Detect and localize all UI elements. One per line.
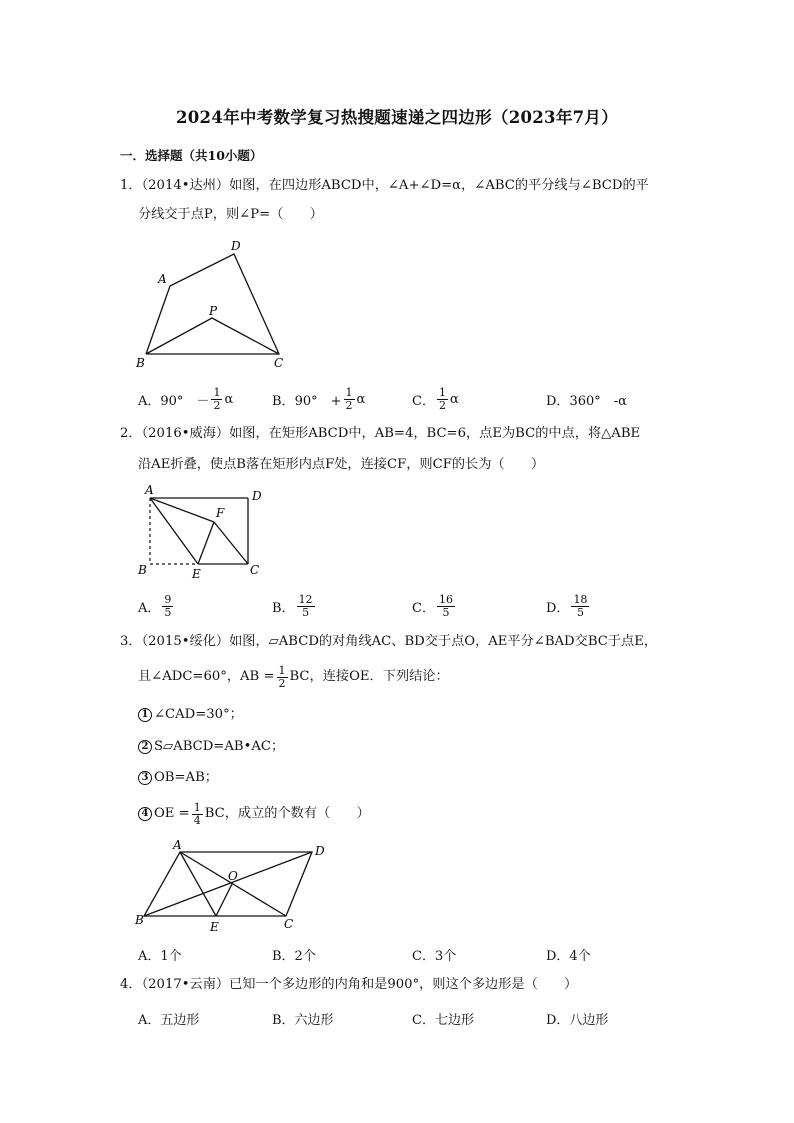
q1-option-a-fraction bbox=[211, 387, 222, 412]
q3-text-line2 bbox=[138, 662, 449, 692]
q1-options bbox=[138, 384, 698, 414]
q3-conclusion-2 bbox=[138, 737, 284, 757]
fraction-numerator: 18 bbox=[573, 592, 588, 606]
section-heading: 一．选择题（共10小题） bbox=[120, 148, 263, 163]
fraction-denominator: 2 bbox=[345, 398, 353, 412]
q1-option-c[interactable] bbox=[412, 384, 459, 414]
fraction-denominator: 4 bbox=[193, 813, 201, 827]
q3-option-a[interactable]: A．1个 bbox=[138, 948, 182, 964]
q3-conclusion-4 bbox=[138, 799, 370, 829]
fraction-numerator: 1 bbox=[193, 800, 201, 814]
fraction-numerator: 12 bbox=[298, 592, 313, 606]
q4-options bbox=[138, 1003, 698, 1033]
q2-option-d[interactable] bbox=[546, 591, 591, 621]
circled-number-3: 3 bbox=[138, 771, 152, 785]
q1-label-d: D bbox=[231, 239, 241, 253]
q1-text-line1: 1．（2014•达州）如图，在四边形ABCD中，∠A+∠D=α，∠ABC的平分线与∠BCD的平 bbox=[120, 178, 649, 193]
q3-options bbox=[138, 939, 698, 969]
fraction-numerator: 1 bbox=[438, 385, 446, 399]
fraction-denominator: 2 bbox=[213, 398, 221, 412]
fraction-denominator: 2 bbox=[278, 676, 286, 690]
q1-option-c-letter: C． bbox=[412, 393, 435, 409]
q1-option-a-letter: A． bbox=[138, 393, 161, 409]
q3-text-line1: 3．（2015•绥化）如图，▱ABCD的对角线AC、BD交于点O，AE平分∠BAD交BC于点E， bbox=[120, 634, 658, 649]
q3-label-c: C bbox=[284, 917, 294, 931]
circled-number-1: 1 bbox=[138, 708, 152, 722]
q2-label-f: F bbox=[216, 506, 225, 520]
fraction-numerator: 9 bbox=[164, 592, 172, 606]
fraction-denominator: 2 bbox=[438, 398, 446, 412]
q2-option-a-letter: A． bbox=[138, 600, 161, 616]
circled-number-4: 4 bbox=[138, 807, 152, 821]
q4-text-line1: 4．（2017•云南）已知一个多边形的内角和是900°，则这个多边形是（ ） bbox=[120, 977, 578, 992]
q1-option-b-letter: B． bbox=[272, 393, 295, 409]
q2-text-line2: 沿AE折叠，使点B落在矩形内点F处，连接CF，则CF的长为（ ） bbox=[138, 457, 545, 472]
q2-label-b: B bbox=[138, 563, 147, 577]
q3-line2-pre: 且∠ADC=60°，AB = bbox=[138, 669, 275, 684]
q3-diagonal-ac bbox=[180, 852, 286, 916]
q3-conclusion-1-text: ∠CAD=30°； bbox=[154, 707, 243, 722]
q1-option-d-letter: D． bbox=[546, 393, 570, 409]
q3-option-c[interactable]: C．3个 bbox=[412, 948, 457, 964]
page-title: 2024年中考数学复习热搜题速递之四边形（2023年7月） bbox=[175, 108, 619, 127]
q2-option-c-fraction bbox=[437, 594, 455, 619]
q1-label-b: B bbox=[136, 356, 145, 370]
q4-option-b[interactable]: B．六边形 bbox=[272, 1012, 334, 1028]
fraction-numerator: 1 bbox=[278, 663, 286, 677]
circled-number-2: 2 bbox=[138, 740, 152, 754]
q2-option-b-letter: B． bbox=[272, 600, 295, 616]
fraction-numerator: 1 bbox=[213, 385, 221, 399]
q1-label-p: P bbox=[209, 304, 218, 318]
q2-option-c[interactable] bbox=[412, 591, 457, 621]
fraction-numerator: 16 bbox=[438, 592, 453, 606]
q2-label-c: C bbox=[250, 563, 260, 577]
q2-options bbox=[138, 591, 698, 621]
q2-option-d-letter: D． bbox=[546, 600, 570, 616]
q3-conclusion-2-text: S▱ABCD=AB•AC； bbox=[154, 739, 285, 754]
q3-label-b: B bbox=[135, 913, 144, 927]
q3-figure bbox=[132, 838, 342, 938]
q2-label-e: E bbox=[192, 567, 201, 581]
q2-line-fe bbox=[198, 522, 214, 564]
q2-line-fc bbox=[214, 522, 248, 564]
fraction-numerator: 1 bbox=[345, 385, 353, 399]
fraction-denominator: 5 bbox=[576, 605, 584, 619]
q1-figure bbox=[132, 236, 292, 371]
q1-option-d[interactable] bbox=[546, 384, 627, 414]
q2-option-a-fraction bbox=[162, 594, 173, 619]
q2-figure bbox=[134, 484, 274, 582]
q1-option-c-post: α bbox=[449, 391, 459, 407]
q1-text-line2: 分线交于点P，则∠P=（ ） bbox=[138, 207, 323, 222]
q2-option-b[interactable] bbox=[272, 591, 317, 621]
q3-label-e: E bbox=[210, 920, 219, 934]
q1-option-c-fraction bbox=[437, 387, 448, 412]
q1-option-d-text: 360° -α bbox=[569, 393, 627, 409]
q3-option-d[interactable]: D．4个 bbox=[546, 948, 591, 964]
fraction-denominator: 5 bbox=[302, 605, 310, 619]
q2-label-a: A bbox=[145, 484, 154, 497]
q1-option-a[interactable] bbox=[138, 384, 233, 414]
q2-text-line1: 2．（2016•威海）如图，在矩形ABCD中，AB=4，BC=6，点E为BC的中点，将△ABE bbox=[120, 426, 641, 441]
q3-label-d: D bbox=[315, 844, 325, 858]
q3-conclusion-3-text: OB=AB； bbox=[154, 770, 218, 785]
q3-conclusion-4-pre: OE = bbox=[154, 806, 190, 821]
q1-label-a: A bbox=[158, 272, 167, 286]
q2-option-b-fraction bbox=[297, 594, 315, 619]
q2-label-d: D bbox=[252, 489, 262, 503]
q3-line2-post: BC，连接OE．下列结论： bbox=[289, 669, 449, 684]
q3-label-o: O bbox=[228, 869, 238, 883]
fraction-denominator: 5 bbox=[442, 605, 450, 619]
q2-option-a[interactable] bbox=[138, 591, 175, 621]
q1-option-b[interactable] bbox=[272, 384, 365, 414]
q3-conclusion-4-post: BC，成立的个数有（ ） bbox=[204, 806, 370, 821]
q2-line-af bbox=[150, 498, 214, 522]
q1-option-b-pre: 90° + bbox=[294, 393, 342, 409]
q2-option-d-fraction bbox=[571, 594, 589, 619]
fraction-denominator: 5 bbox=[164, 605, 172, 619]
q2-line-ae bbox=[150, 498, 198, 564]
q1-option-a-post: α bbox=[224, 391, 234, 407]
q1-option-a-pre: 90° － bbox=[160, 393, 210, 409]
q3-conclusion-3 bbox=[138, 768, 218, 788]
q4-option-a[interactable]: A．五边形 bbox=[138, 1012, 200, 1028]
q3-line2-fraction bbox=[277, 665, 288, 690]
q3-line-oe bbox=[216, 884, 232, 916]
q3-line-ae bbox=[180, 852, 216, 916]
q4-option-d[interactable]: D．八边形 bbox=[546, 1012, 609, 1028]
q3-diagonal-bd bbox=[144, 852, 312, 916]
q1-option-b-fraction bbox=[344, 387, 355, 412]
q3-conclusion-1 bbox=[138, 705, 243, 725]
q1-label-c: C bbox=[274, 356, 284, 370]
q1-bisectors bbox=[146, 318, 279, 354]
q3-option-b[interactable]: B．2个 bbox=[272, 948, 316, 964]
q1-option-b-post: α bbox=[356, 391, 366, 407]
q2-option-c-letter: C． bbox=[412, 600, 435, 616]
q4-option-c[interactable]: C．七边形 bbox=[412, 1012, 474, 1028]
q3-label-a: A bbox=[173, 838, 182, 852]
q3-conclusion-4-fraction bbox=[192, 802, 203, 827]
